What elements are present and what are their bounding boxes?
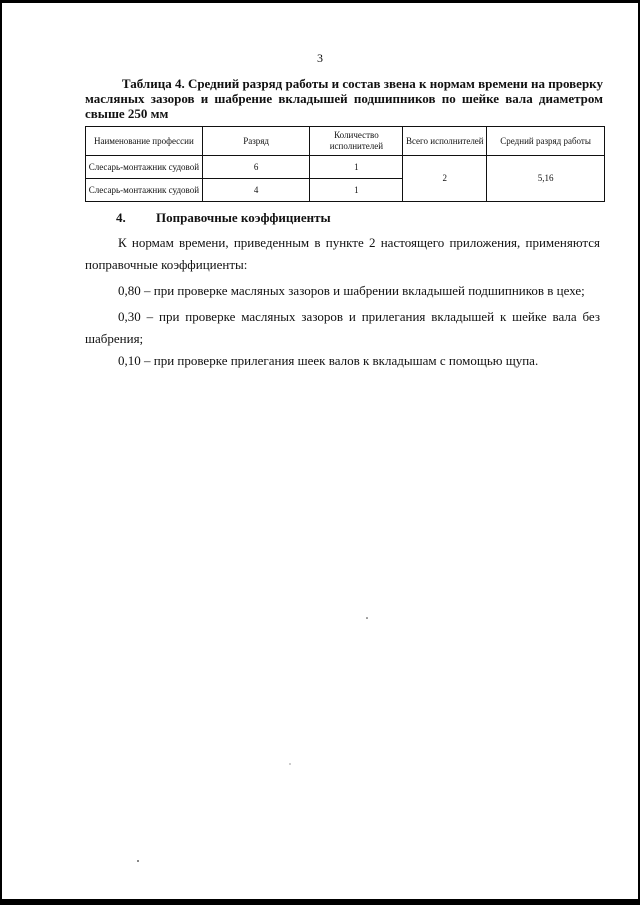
table-row: [86, 156, 605, 179]
table-caption: [85, 76, 603, 121]
cell-grade: 4: [202, 179, 310, 202]
scan-border-left: [0, 0, 2, 905]
paragraph-coef-030: 0,30 – при проверке масляных зазоров и прилегания вкладышей к шейке вала без шабрения;: [85, 309, 600, 346]
cell-avg-grade: 5,16: [487, 156, 605, 202]
section-title: Поправочные коэффициенты: [156, 210, 331, 225]
cell-total: 2: [403, 156, 487, 202]
cell-profession: Слесарь-монтажник судовой: [86, 156, 203, 179]
header-total: Всего исполнителей: [403, 127, 487, 156]
paragraph-coef-010: 0,10 – при проверке прилегания шеек валов к вкладышам с помощью щупа.: [118, 353, 539, 368]
paragraph-coef-080: 0,80 – при проверке масляных зазоров и шабрении вкладышей подшипников в цехе;: [118, 283, 585, 298]
header-avg-grade: Средний разряд работы: [487, 127, 605, 156]
header-grade: Разряд: [202, 127, 310, 156]
cell-count: 1: [310, 156, 403, 179]
scan-border-bottom: [0, 899, 640, 905]
header-profession: Наименование профессии: [86, 127, 203, 156]
section-number: 4.: [116, 210, 126, 225]
cell-profession: Слесарь-монтажник судовой: [86, 179, 203, 202]
table-caption-line1: Таблица 4. Средний разряд работы и состав звена к нормам времени на проверку: [121, 76, 603, 91]
page-number: 3: [317, 51, 323, 65]
crew-composition-table: [85, 126, 605, 202]
scan-border-top: [0, 0, 640, 3]
table-caption-rest: масляных зазоров и шабрение вкладышей подшипников по шейке вала диаметром свыше 250 мм: [85, 91, 603, 121]
cell-count: 1: [310, 179, 403, 202]
paragraph-intro: К нормам времени, приведенным в пункте 2 настоящего приложения, применяются поправочные коэффициенты:: [85, 235, 600, 272]
section-heading: [116, 210, 331, 226]
header-count: Количество исполнителей: [310, 127, 403, 156]
cell-grade: 6: [202, 156, 310, 179]
table-header-row: [86, 127, 605, 156]
